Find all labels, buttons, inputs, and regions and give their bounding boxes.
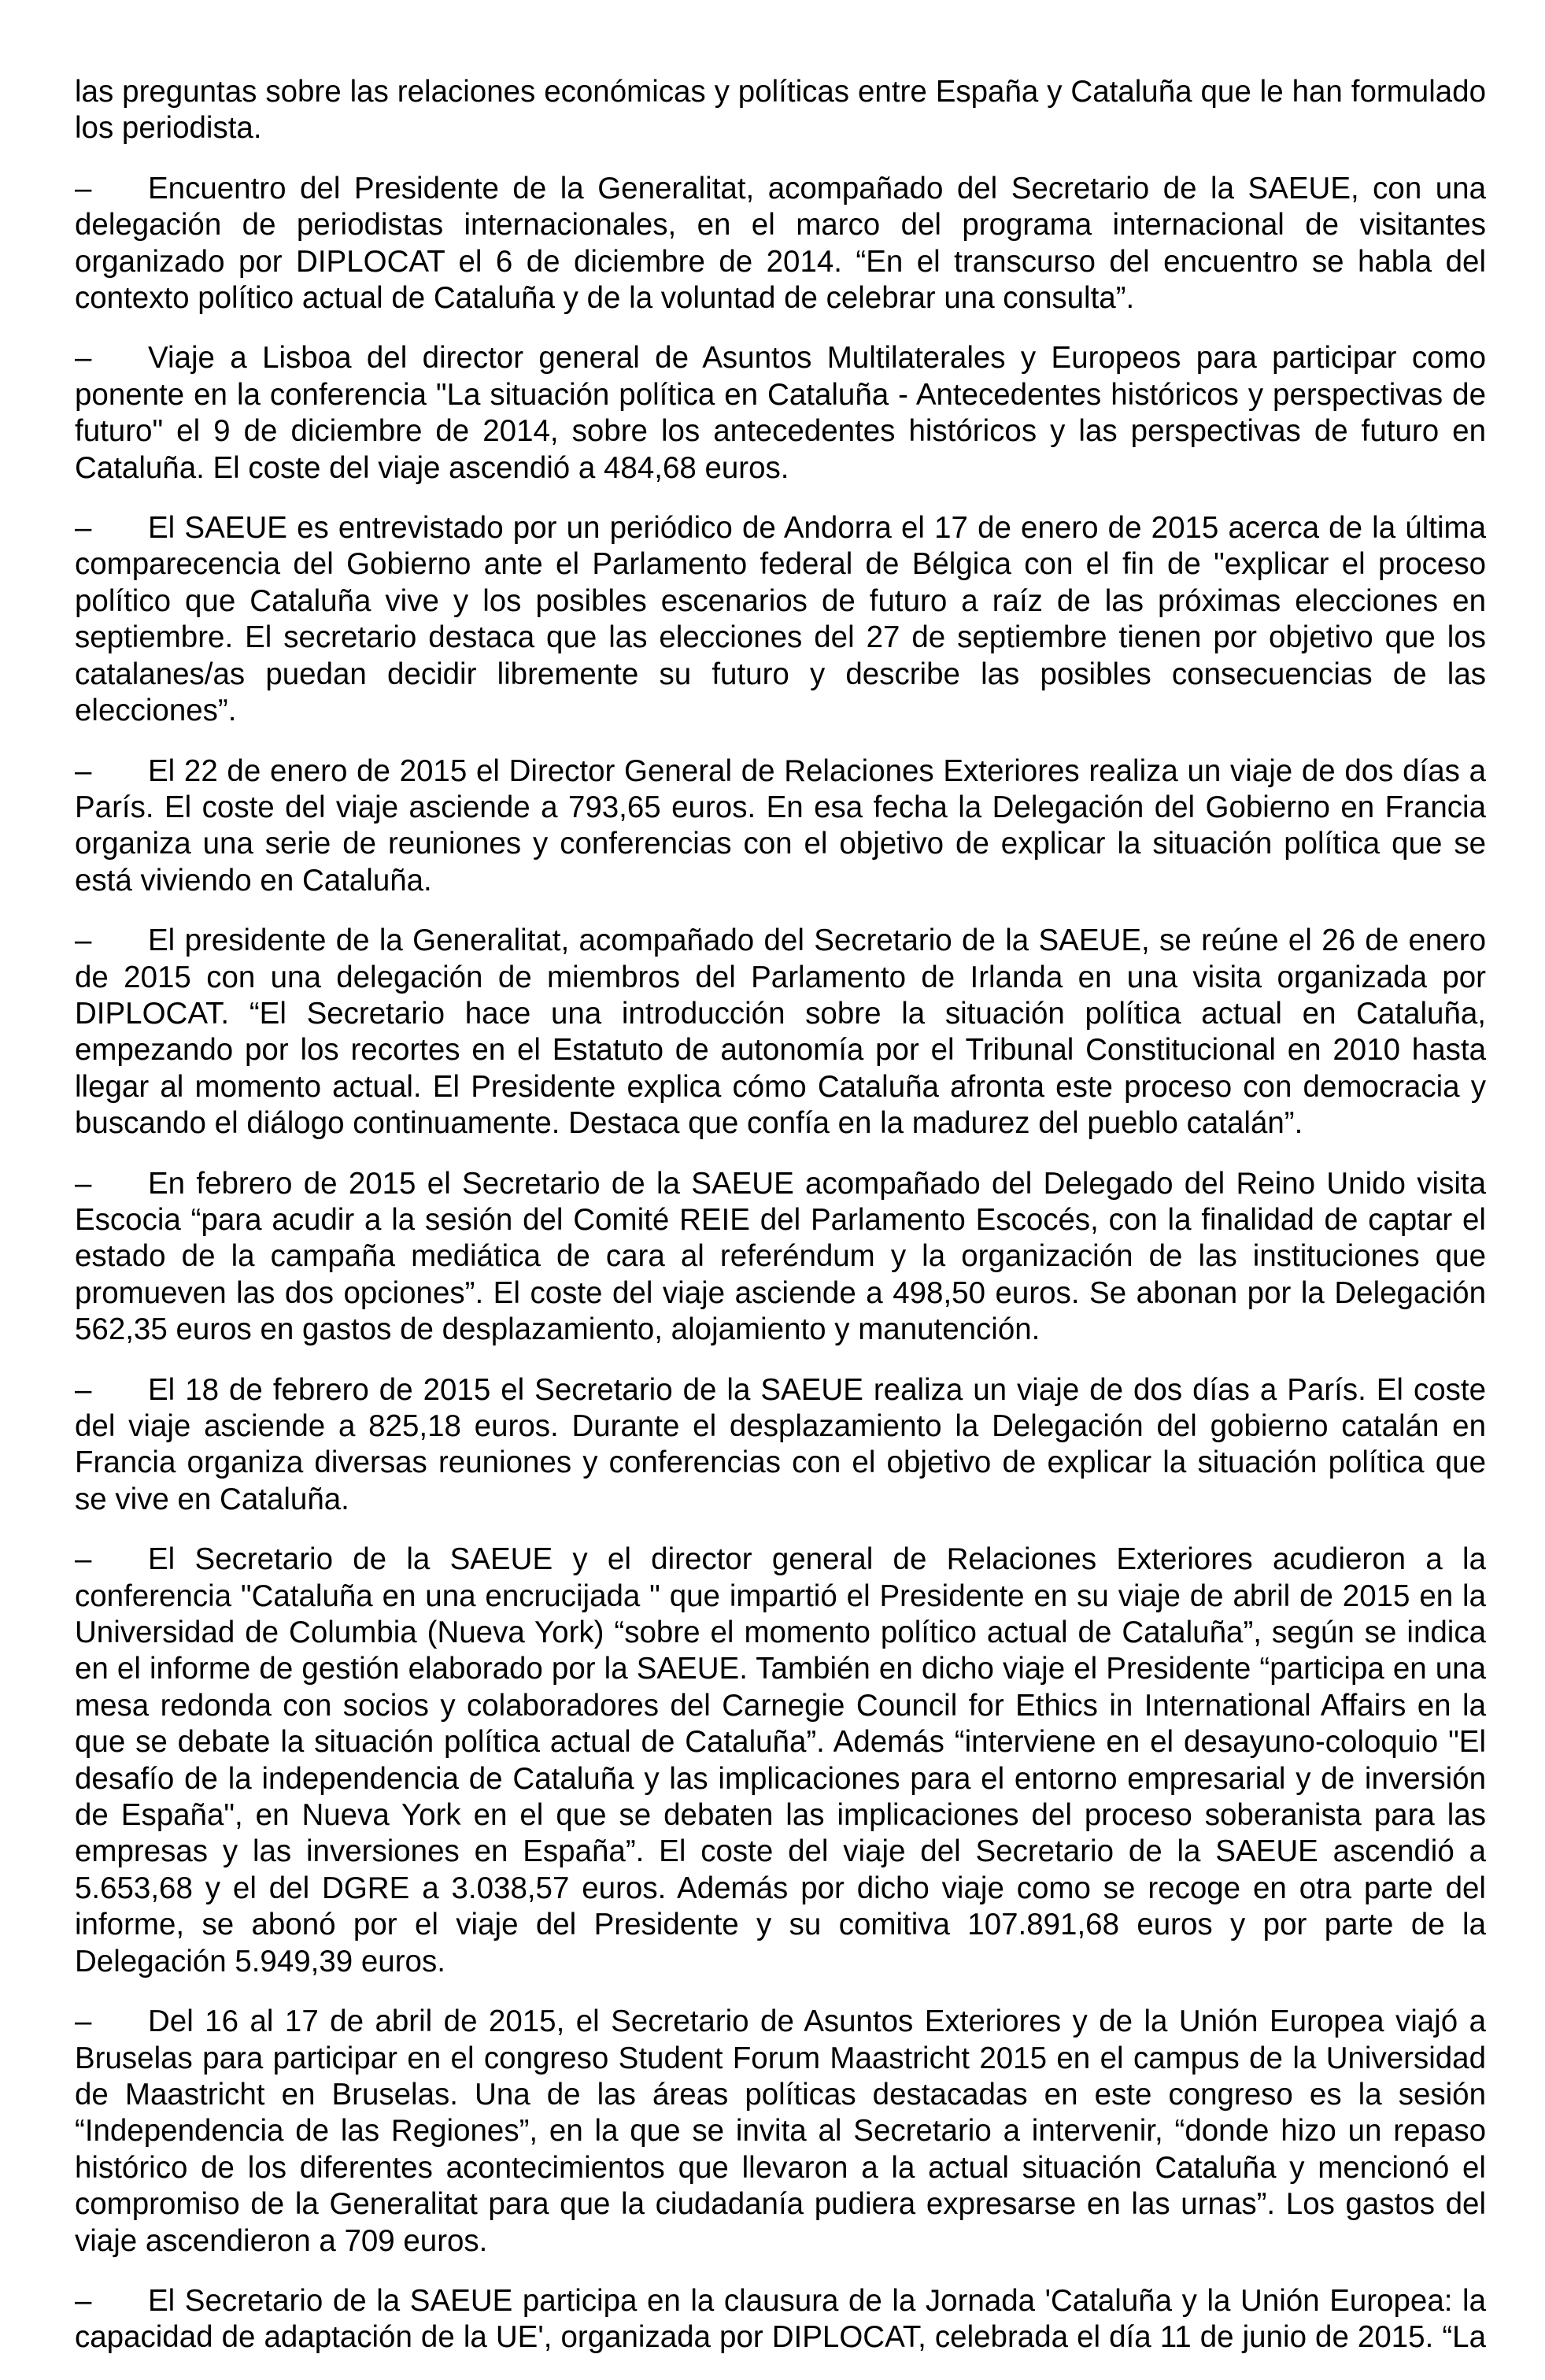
- paragraph-text: En febrero de 2015 el Secretario de la SAEUE acompañado del Delegado del Reino Unido visita Escocia “para acudir a la sesión del Comité REIE del Parlamento Escocés, con la finalidad de captar el estado de la campaña mediática de cara al referéndum y la organización de las instituciones que promueven las dos opciones”. El coste del viaje asciende a 498,50 euros. Se abonan por la Delegación 562,35 euros en gastos de desplazamiento, alojamiento y manutención.: [75, 1166, 1486, 1347]
- dash-bullet-icon: –: [75, 341, 92, 376]
- document-paragraph: [75, 1542, 1486, 1980]
- document-paragraph: [75, 2004, 1486, 2260]
- dash-bullet-icon: –: [75, 511, 92, 546]
- dash-bullet-icon: –: [75, 1542, 92, 1577]
- paragraph-text: Viaje a Lisboa del director general de Asuntos Multilaterales y Europeos para participar como ponente en la conferencia "La situación política en Cataluña - Antecedentes históricos y perspectivas de futuro" el 9 de diciembre de 2014, sobre los antecedentes históricos y las perspectivas de futuro en Cataluña. El coste del viaje ascendió a 484,68 euros.: [75, 341, 1486, 485]
- document-paragraph: [75, 171, 1486, 317]
- document-paragraph: [75, 923, 1486, 1142]
- document-paragraph: [75, 2283, 1486, 2356]
- document-paragraph: [75, 74, 1486, 147]
- paragraph-text: El 18 de febrero de 2015 el Secretario de la SAEUE realiza un viaje de dos días a París. El coste del viaje asciende a 825,18 euros. Durante el desplazamiento la Delegación del gobierno catalán en Francia organiza diversas reuniones y conferencias con el objetivo de explicar la situación política que se vive en Cataluña.: [75, 1372, 1486, 1516]
- dash-bullet-icon: –: [75, 753, 92, 788]
- document-paragraph: [75, 340, 1486, 487]
- dash-bullet-icon: –: [75, 2283, 92, 2318]
- dash-bullet-icon: –: [75, 923, 92, 958]
- dash-bullet-icon: –: [75, 1166, 92, 1201]
- dash-bullet-icon: –: [75, 2004, 92, 2039]
- document-paragraph: [75, 1166, 1486, 1349]
- document-paragraph: [75, 510, 1486, 729]
- paragraph-text: las preguntas sobre las relaciones económicas y políticas entre España y Cataluña que le han formulado los periodista.: [75, 75, 1486, 146]
- dash-bullet-icon: –: [75, 1372, 92, 1407]
- document-page: [75, 74, 1486, 2380]
- paragraph-text: El SAEUE es entrevistado por un periódico de Andorra el 17 de enero de 2015 acerca de la última comparecencia del Gobierno ante el Parlamento federal de Bélgica con el fin de "explicar el proceso político que Cataluña vive y los posibles escenarios de futuro a raíz de las próximas elecciones en septiembre. El secretario destaca que las elecciones del 27 de septiembre tienen por objetivo que los catalanes/as puedan decidir libremente su futuro y describe las posibles consecuencias de las elecciones”.: [75, 511, 1486, 728]
- document-paragraph: [75, 1372, 1486, 1519]
- paragraph-text: El Secretario de la SAEUE participa en la clausura de la Jornada 'Cataluña y la Unión Europea: la capacidad de adaptación de la UE', organizada por DIPLOCAT, celebrada el día 11 de junio de 2015. “La: [75, 2283, 1486, 2355]
- paragraph-text: El Secretario de la SAEUE y el director general de Relaciones Exteriores acudieron a la conferencia "Cataluña en una encrucijada " que impartió el Presidente en su viaje de abril de 2015 en la Universidad de Columbia (Nueva York) “sobre el momento político actual de Cataluña”, según se indica en el informe de gestión elaborado por la SAEUE. También en dicho viaje el Presidente “participa en una mesa redonda con socios y colaboradores del Carnegie Council for Ethics in International Affairs en la que se debate la situación política actual de Cataluña”. Además “interviene en el desayuno-coloquio "El desafío de la independencia de Cataluña y las implicaciones para el entorno empresarial y de inversión de España", en Nueva York en el que se debaten las implicaciones del proceso soberanista para las empresas y las inversiones en España”. El coste del viaje del Secretario de la SAEUE ascendió a 5.653,68 y el del DGRE a 3.038,57 euros. Además por dicho viaje como se recoge en otra parte del informe, se abonó por el viaje del Presidente y su comitiva 107.891,68 euros y por parte de la Delegación 5.949,39 euros.: [75, 1542, 1486, 1978]
- paragraph-text: Del 16 al 17 de abril de 2015, el Secretario de Asuntos Exteriores y de la Unión Europea viajó a Bruselas para participar en el congreso Student Forum Maastricht 2015 en el campus de la Universidad de Maastricht en Bruselas. Una de las áreas políticas destacadas en este congreso es la sesión “Independencia de las Regiones”, en la que se invita al Secretario a intervenir, “donde hizo un repaso histórico de los diferentes acontecimientos que llevaron a la actual situación Cataluña y mencionó el compromiso de la Generalitat para que la ciudadanía pudiera expresarse en las urnas”. Los gastos del viaje ascendieron a 709 euros.: [75, 2004, 1486, 2258]
- dash-bullet-icon: –: [75, 171, 92, 205]
- document-paragraph: [75, 753, 1486, 900]
- paragraph-text: El presidente de la Generalitat, acompañado del Secretario de la SAEUE, se reúne el 26 de enero de 2015 con una delegación de miembros del Parlamento de Irlanda en una visita organizada por DIPLOCAT. “El Secretario hace una introducción sobre la situación política actual en Cataluña, empezando por los recortes en el Estatuto de autonomía por el Tribunal Constitucional en 2010 hasta llegar al momento actual. El Presidente explica cómo Cataluña afronta este proceso con democracia y buscando el diálogo continuamente. Destaca que confía en la madurez del pueblo catalán”.: [75, 923, 1486, 1141]
- paragraph-text: Encuentro del Presidente de la Generalitat, acompañado del Secretario de la SAEUE, con una delegación de periodistas internacionales, en el marco del programa internacional de visitantes organizado por DIPLOCAT el 6 de diciembre de 2014. “En el transcurso del encuentro se habla del contexto político actual de Cataluña y de la voluntad de celebrar una consulta”.: [75, 171, 1486, 316]
- paragraph-text: El 22 de enero de 2015 el Director General de Relaciones Exteriores realiza un viaje de dos días a París. El coste del viaje asciende a 793,65 euros. En esa fecha la Delegación del Gobierno en Francia organiza una serie de reuniones y conferencias con el objetivo de explicar la situación política que se está viviendo en Cataluña.: [75, 753, 1486, 898]
